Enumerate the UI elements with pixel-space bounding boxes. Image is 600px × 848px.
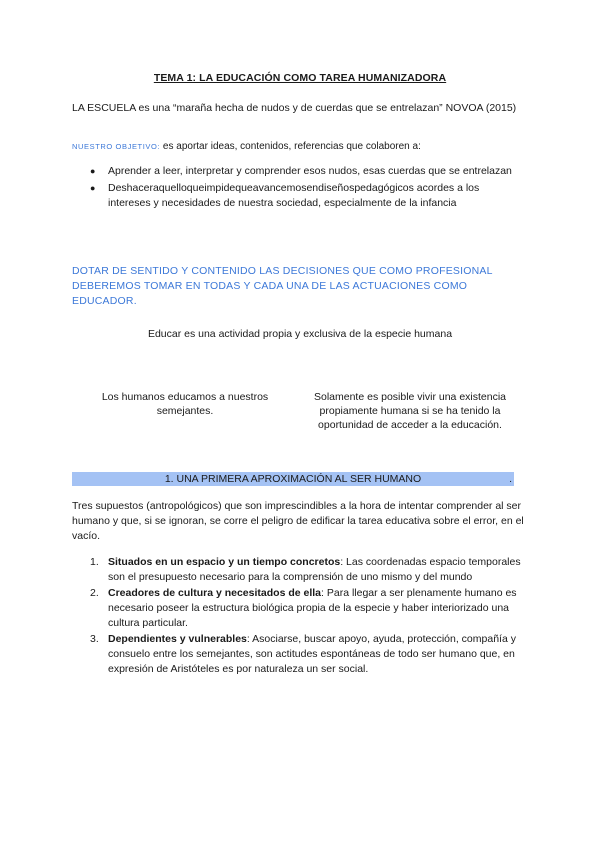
bullet-text: Deshaceraquelloqueimpidequeavancemosendiseñospedagógicos acordes a los intereses y necesidades de nuestra sociedad, especialmente de la infancia [108, 182, 480, 209]
item-text: : Las coordenadas espacio temporales son el presupuesto necesario para la comprensión de uno mismo y del mundo [108, 556, 521, 583]
item-heading: Situados en un espacio y un tiempo concretos [108, 556, 341, 568]
item-text: : Asociarse, buscar apoyo, ayuda, protección, compañía y consuelo entre los semejantes, son actitudes espontáneas de todo ser humano que, en expresión de Aristóteles es por naturaleza un ser social. [108, 633, 516, 675]
section-heading [72, 472, 514, 486]
item-heading: Creadores de cultura y necesitados de ella [108, 587, 322, 599]
numbered-item [72, 555, 522, 585]
objective-bullet-list [72, 164, 512, 213]
item-number: 3. [90, 633, 99, 645]
bullet-icon: ● [90, 166, 96, 176]
bullet-item [72, 181, 512, 211]
objective-text: es aportar ideas, contenidos, referencias que colaboren a: [160, 141, 421, 152]
left-column-text: Los humanos educamos a nuestros semejantes. [101, 391, 269, 417]
section-paragraph: Tres supuestos (antropológicos) que son imprescindibles a la hora de intentar comprender al ser humano y que, si se ignoran, se corre el peligro de edificar la tarea educativa sobre el error, en el vacío. [72, 500, 524, 542]
blue-statement: DOTAR DE SENTIDO Y CONTENIDO LAS DECISIONES QUE COMO PROFESIONAL DEBEREMOS TOMAR EN TODAS Y CADA UNA DE LAS ACTUACIONES COMO EDUCADOR. [72, 265, 493, 307]
right-column-text: Solamente es posible vivir una existencia propiamente humana si se ha tenido la oportunidad de acceder a la educación. [313, 391, 507, 431]
item-number: 2. [90, 587, 99, 599]
bullet-icon: ● [90, 183, 96, 193]
section-heading-trailing: . [509, 473, 512, 485]
intro-paragraph: LA ESCUELA es una “maraña hecha de nudos y de cuerdas que se entrelazan” NOVOA (2015) [72, 102, 517, 114]
document-title: TEMA 1: LA EDUCACIÓN COMO TAREA HUMANIZADORA [153, 72, 447, 84]
item-number: 1. [90, 556, 99, 568]
bullet-item [72, 164, 512, 179]
item-text: : Para llegar a ser plenamente humano es necesario poseer la estructura biológica propia de la especie y haber interiorizado una cultura particular. [108, 587, 517, 629]
numbered-item [72, 632, 522, 677]
objective-label: NUESTRO OBJETIVO: [72, 142, 161, 151]
center-statement: Educar es una actividad propia y exclusiva de la especie humana [147, 328, 453, 340]
numbered-item [72, 586, 522, 631]
item-heading: Dependientes y vulnerables [108, 633, 247, 645]
bullet-text: Aprender a leer, interpretar y comprender esos nudos, esas cuerdas que se entrelazan [108, 165, 512, 177]
numbered-list [72, 555, 522, 678]
section-heading-label: 1. UNA PRIMERA APROXIMACIÓN AL SER HUMANO [164, 473, 422, 485]
objective-paragraph [72, 139, 532, 154]
